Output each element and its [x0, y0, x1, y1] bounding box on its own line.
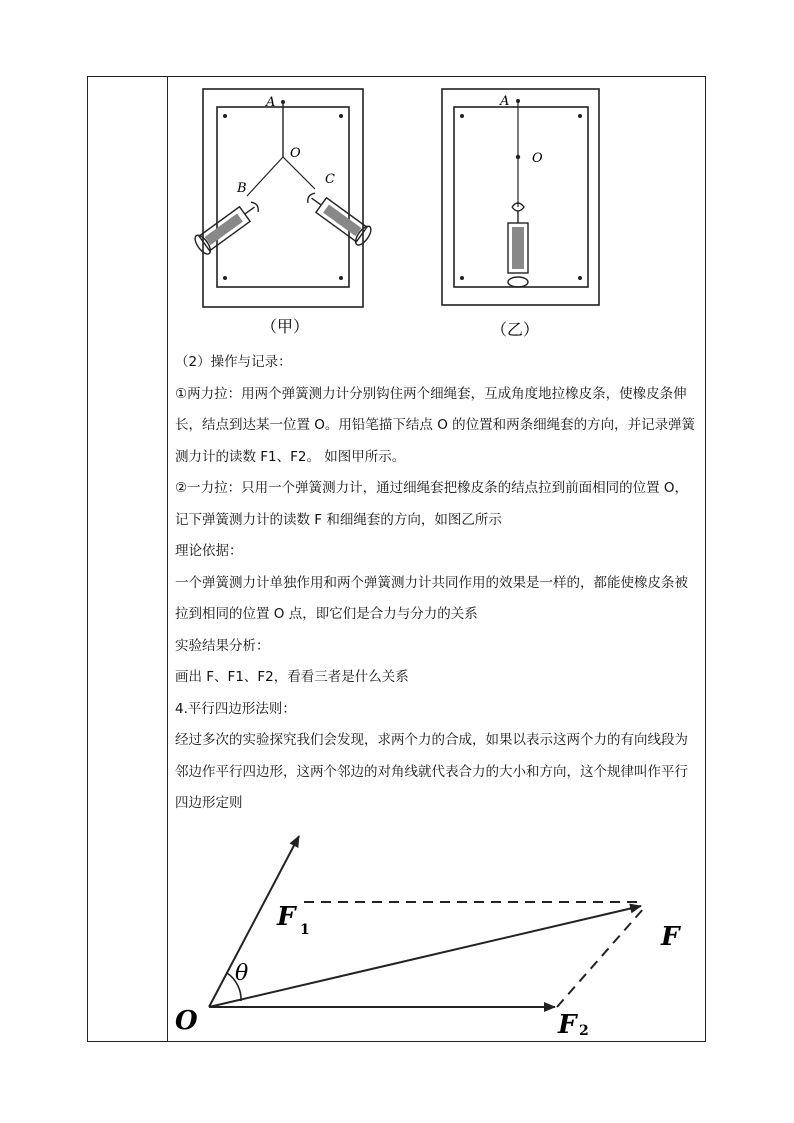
label-a: A	[500, 94, 510, 109]
theta-label: θ	[235, 961, 249, 986]
figure-yi-caption: （乙）	[491, 320, 540, 339]
paragraph-line: 记下弹簧测力计的读数 F 和细绳套的方向，如图乙所示	[175, 511, 502, 528]
paragraph-line: 拉到相同的位置 O 点，即它们是合力与分力的关系	[175, 606, 478, 622]
paragraph-line: （2）操作与记录：	[175, 354, 292, 370]
f1-label: F	[277, 902, 296, 932]
parallelogram-diagram	[169, 817, 706, 1039]
f-label: F	[661, 922, 680, 952]
text-block	[175, 347, 703, 820]
label-a: A	[266, 95, 276, 110]
experiment-figures	[169, 77, 706, 345]
table-content-cell	[169, 77, 705, 1041]
paragraph-line: 理论依据：	[175, 543, 243, 559]
figure-yi	[442, 89, 599, 339]
label-b: B	[237, 181, 247, 196]
paragraph-line: 画出 F、F1、F2，看看三者是什么关系	[175, 669, 409, 685]
paragraph-line: 四边形定则	[175, 795, 243, 811]
paragraph-line: 一个弹簧测力计单独作用和两个弹簧测力计共同作用的效果是一样的，都能使橡皮条被	[175, 574, 688, 591]
figure-jia	[192, 89, 374, 336]
label-o: O	[290, 146, 301, 161]
label-o: O	[532, 151, 543, 166]
paragraph-line: 实验结果分析：	[175, 637, 270, 654]
f2-label: F	[558, 1010, 577, 1039]
vector-f	[209, 906, 641, 1007]
label-c: C	[325, 172, 335, 187]
origin-label: O	[175, 1006, 198, 1036]
paragraph-line: 4.平行四边形法则：	[175, 700, 296, 717]
paragraph-line: ①两力拉：用两个弹簧测力计分别钩住两个细绳套，互成角度地拉橡皮条，使橡皮条伸	[175, 385, 687, 402]
table-left-column	[88, 77, 168, 1041]
f2-subscript: 2	[579, 1023, 589, 1039]
paragraph-line: 经过多次的实验探究我们会发现，求两个力的合成，如果以表示这两个力的有向线段为	[175, 732, 688, 748]
figure-jia-caption: （甲）	[261, 317, 310, 336]
paragraph-line: 邻边作平行四边形，这两个邻边的对角线就代表合力的大小和方向，这个规律叫作平行	[175, 763, 688, 780]
paragraph-line: 测力计的读数 F1、F2。 如图甲所示。	[175, 448, 406, 465]
f1-subscript: 1	[300, 922, 310, 938]
paragraph-line: 长，结点到达某一位置 O。用铅笔描下结点 O 的位置和两条细绳套的方向，并记录弹簧	[175, 417, 696, 433]
content-table	[87, 76, 706, 1042]
paragraph-line: ②一力拉：只用一个弹簧测力计，通过细绳套把橡皮条的结点拉到前面相同的位置 O，	[175, 480, 689, 496]
